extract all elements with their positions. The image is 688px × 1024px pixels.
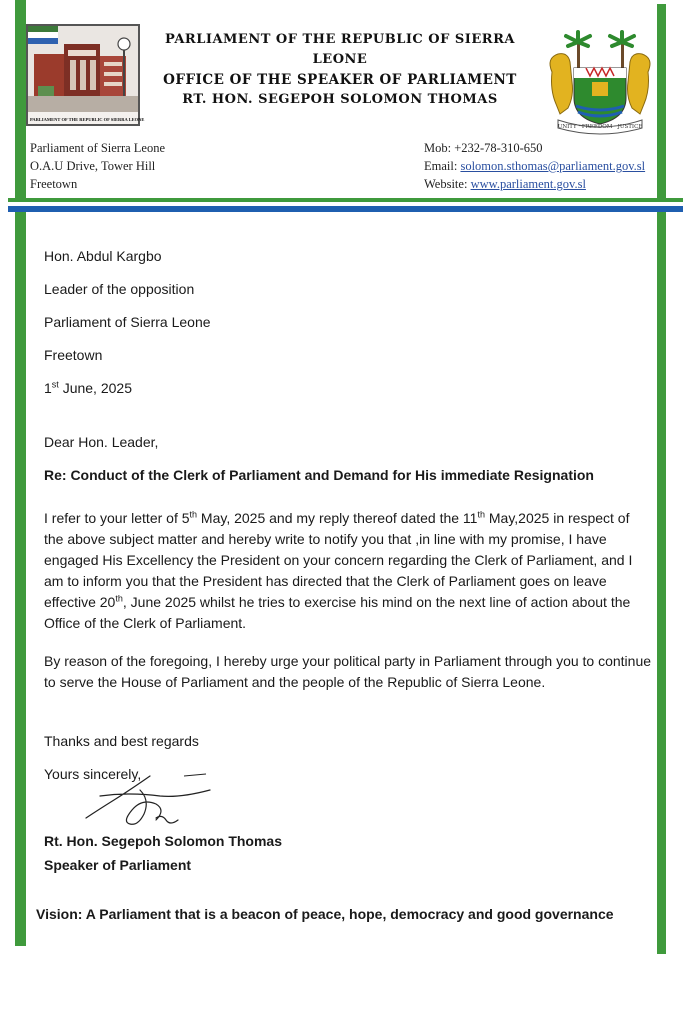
letterhead-line-1: PARLIAMENT OF THE REPUBLIC OF SIERRA LEONE xyxy=(165,32,515,67)
date-rest: June, 2025 xyxy=(58,380,132,396)
website-label: Website: xyxy=(424,177,468,191)
mobile-row xyxy=(424,139,645,157)
p1-part-a: I refer to your letter of 5 xyxy=(44,510,190,526)
parliament-building-logo xyxy=(26,24,145,126)
p1-sup-a: th xyxy=(189,509,198,520)
recipient-city: Freetown xyxy=(44,347,103,363)
handwritten-signature xyxy=(80,768,220,840)
right-green-border xyxy=(657,4,666,954)
email-link[interactable]: solomon.sthomas@parliament.gov.sl xyxy=(460,159,646,173)
parliament-building-icon xyxy=(28,26,138,112)
letterhead-line-2: OFFICE OF THE SPEAKER OF PARLIAMENT xyxy=(163,72,517,88)
mobile-number: +232-78-310-650 xyxy=(454,141,543,155)
recipient-organization: Parliament of Sierra Leone xyxy=(44,314,211,330)
date-day: 1 xyxy=(44,380,52,396)
address-line-2: O.A.U Drive, Tower Hill xyxy=(30,159,156,173)
p1-part-c: May,2025 in respect of the above subject matter and hereby write to notify you that ,in line with my promise, I have engaged His Excellency the President on your concern regarding the Clerk of Parliament, and I am to inform you that the President has directed that the Clerk of Parliament goes on leave effective 20 xyxy=(44,510,633,610)
sender-address xyxy=(30,139,165,193)
salutation: Dear Hon. Leader, xyxy=(44,434,159,450)
recipient-position: Leader of the opposition xyxy=(44,281,195,297)
closing-thanks: Thanks and best regards xyxy=(44,733,199,749)
email-row xyxy=(424,157,645,175)
p1-sup-b: th xyxy=(477,509,485,520)
recipient-name: Hon. Abdul Kargbo xyxy=(44,248,162,264)
header-rule-blue xyxy=(8,206,683,212)
signer-title: Speaker of Parliament xyxy=(44,857,192,873)
letterhead-line-3: RT. HON. SEGEPOH SOLOMON THOMAS xyxy=(182,92,498,107)
p1-part-d: , June 2025 whilst he tries to exercise his mind on the next line of action about the Office of the Clerk of Parliament. xyxy=(44,594,631,631)
letter-date xyxy=(44,372,211,405)
date-suffix: st xyxy=(51,379,59,390)
address-line-1: Parliament of Sierra Leone xyxy=(30,141,166,155)
address-line-3: Freetown xyxy=(30,177,78,191)
mobile-label: Mob: xyxy=(424,141,452,155)
recipient-block xyxy=(44,240,211,405)
letterhead-title xyxy=(140,30,540,110)
website-link[interactable]: www.parliament.gov.sl xyxy=(470,177,586,191)
body-paragraph-1 xyxy=(44,508,644,634)
p1-part-b: May, 2025 and my reply thereof dated the 11 xyxy=(197,510,478,526)
vision-statement: Vision: A Parliament that is a beacon of peace, hope, democracy and good governance xyxy=(36,906,614,922)
email-label: Email: xyxy=(424,159,458,173)
coat-of-arms-motto: UNITY · FREEDOM · JUSTICE xyxy=(557,124,643,130)
closing-yours: Yours sincerely, xyxy=(44,766,142,782)
body-paragraph-2: By reason of the foregoing, I hereby urge your political party in Parliament through you to continue to serve the House of Parliament and the people of the Republic of Sierra Leone. xyxy=(44,653,652,690)
logo-caption: PARLIAMENT OF THE REPUBLIC OF SIERRA LEONE xyxy=(30,117,145,122)
sender-contact xyxy=(424,139,645,193)
website-row xyxy=(424,175,645,193)
coat-of-arms-icon xyxy=(540,28,660,136)
signer-name: Rt. Hon. Segepoh Solomon Thomas xyxy=(44,833,282,849)
left-green-border xyxy=(15,0,26,946)
p1-sup-c: th xyxy=(115,593,123,604)
subject-line: Re: Conduct of the Clerk of Parliament and Demand for His immediate Resignation xyxy=(44,467,594,483)
